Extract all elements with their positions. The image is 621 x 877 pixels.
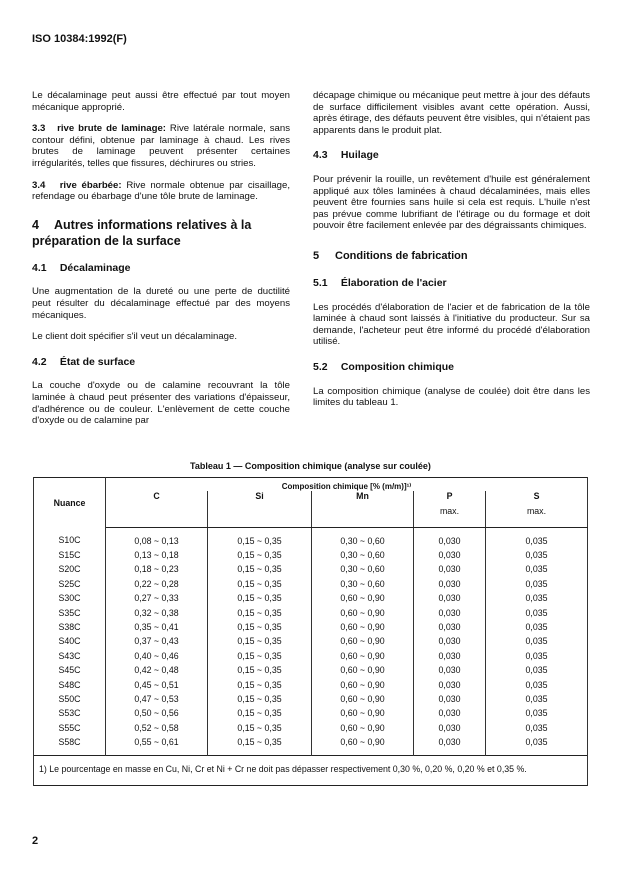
table-cell: 0,60 ~ 0,90 (312, 692, 414, 706)
section-5-heading: 5 Conditions de fabrication (313, 249, 468, 262)
table-cell: 0,15 ~ 0,35 (208, 692, 312, 706)
section-5-2-heading: 5.2 Composition chimique (313, 360, 455, 373)
table-cell: 0,035 (486, 634, 588, 648)
table-cell: 0,035 (486, 721, 588, 735)
left-column (32, 90, 290, 437)
table-row (34, 649, 588, 663)
table-cell: S45C (34, 663, 106, 677)
table-cell: 0,030 (414, 577, 486, 591)
table-cell: S15C (34, 548, 106, 562)
table-cell: 0,60 ~ 0,90 (312, 735, 414, 756)
paragraph: Pour prévenir la rouille, un revêtement d'huile est généralement appliqué aux tôles laminées à chaud décalaminées, mais elles peuvent être fournies sans huile si cela est requis. L'huile n'est pas prévue comme lubrifiant de l'étirage ou du formage et doit pouvoir être facilement enlevée par des dégraissants chimiques. (313, 173, 590, 232)
section-4-2-heading: 4.2 État de surface (32, 355, 136, 368)
table-cell: 0,030 (414, 620, 486, 634)
table-row (34, 677, 588, 691)
table-cell: 0,60 ~ 0,90 (312, 649, 414, 663)
table-cell: 0,15 ~ 0,35 (208, 620, 312, 634)
table-cell: 0,15 ~ 0,35 (208, 721, 312, 735)
table-cell: 0,035 (486, 692, 588, 706)
paragraph: décapage chimique ou mécanique peut mettre à jour des défauts de surface difficilement visibles avant cette opération. Aussi, après étirage, des défauts peuvent être visibles, qui n'étaient pas apparents dans le produit plat. (313, 90, 590, 136)
table-cell: 0,035 (486, 548, 588, 562)
table-row (34, 663, 588, 677)
paragraph: Le décalaminage peut aussi être effectué par tout moyen mécanique approprié. (32, 90, 290, 113)
right-column (313, 90, 590, 419)
table-cell: 0,30 ~ 0,60 (312, 548, 414, 562)
table-cell: 0,035 (486, 605, 588, 619)
table-cell: 0,60 ~ 0,90 (312, 677, 414, 691)
section-4-1-heading: 4.1 Décalaminage (32, 261, 131, 274)
column-header-nuance: Nuance (34, 478, 106, 528)
table-row (34, 562, 588, 576)
table-cell: 0,15 ~ 0,35 (208, 577, 312, 591)
table-cell: S50C (34, 692, 106, 706)
table-cell: S48C (34, 677, 106, 691)
table-row (34, 591, 588, 605)
table-row (34, 721, 588, 735)
definition-3-4: 3.4 rive ébarbée: Rive normale obtenue par cisaillage, refendage ou ébarbage d'une tôle brute de laminage. (32, 179, 291, 203)
table-cell: 0,13 ~ 0,18 (106, 548, 208, 562)
table-footnote: 1) Le pourcentage en masse en Cu, Ni, Cr et Ni + Cr ne doit pas dépasser respectivement 0,30 %, 0,20 %, 0,20 % et 0,35 %. (34, 756, 588, 785)
table-cell: 0,15 ~ 0,35 (208, 649, 312, 663)
paragraph: La composition chimique (analyse de coulée) doit être dans les limites du tableau 1. (313, 385, 590, 409)
table-cell: 0,035 (486, 663, 588, 677)
column-header-si: Si (208, 491, 312, 527)
section-4-heading: 4 Autres informations relatives à la préparation de la surface (32, 217, 252, 248)
table-caption: Tableau 1 — Composition chimique (analyse sur coulée) (190, 461, 431, 471)
table-cell: 0,15 ~ 0,35 (208, 706, 312, 720)
table-cell: 0,52 ~ 0,58 (106, 721, 208, 735)
table-row (34, 692, 588, 706)
table-cell: 0,030 (414, 591, 486, 605)
table-cell: 0,030 (414, 677, 486, 691)
table-row (34, 620, 588, 634)
table-cell: S10C (34, 527, 106, 548)
table-cell: 0,15 ~ 0,35 (208, 527, 312, 548)
table-cell: 0,60 ~ 0,90 (312, 620, 414, 634)
table-cell: S55C (34, 721, 106, 735)
table-cell: 0,15 ~ 0,35 (208, 605, 312, 619)
table-cell: S43C (34, 649, 106, 663)
table-cell: S58C (34, 735, 106, 756)
table-cell: 0,42 ~ 0,48 (106, 663, 208, 677)
table-cell: 0,035 (486, 577, 588, 591)
table-cell: 0,50 ~ 0,56 (106, 706, 208, 720)
table-cell: 0,60 ~ 0,90 (312, 706, 414, 720)
table-row (34, 548, 588, 562)
table-row (34, 706, 588, 720)
table-cell: 0,15 ~ 0,35 (208, 591, 312, 605)
table-cell: 0,030 (414, 649, 486, 663)
paragraph: Le client doit spécifier s'il veut un décalaminage. (32, 331, 238, 343)
table-cell: 0,60 ~ 0,90 (312, 634, 414, 648)
column-header-mn: Mn (312, 491, 414, 527)
table-row (34, 577, 588, 591)
table-cell: S53C (34, 706, 106, 720)
table-cell: 0,030 (414, 721, 486, 735)
table-row (34, 527, 588, 548)
table-cell: 0,035 (486, 591, 588, 605)
paragraph: La couche d'oxyde ou de calamine recouvrant la tôle laminée à chaud peut présenter des variations d'épaisseur, d'adhérence ou de couleur. L'enlèvement de cette couche d'oxyde ou de calamine par (32, 380, 290, 427)
table-cell: 0,30 ~ 0,60 (312, 577, 414, 591)
table-cell: 0,035 (486, 649, 588, 663)
table-cell: 0,030 (414, 605, 486, 619)
table-cell: 0,035 (486, 562, 588, 576)
table-cell: 0,30 ~ 0,60 (312, 527, 414, 548)
table-cell: 0,15 ~ 0,35 (208, 634, 312, 648)
paragraph: Une augmentation de la dureté ou une perte de ductilité peut résulter du décalaminage effectué par des moyens mécaniques. (32, 286, 290, 321)
table-row (34, 735, 588, 756)
table-cell: 0,22 ~ 0,28 (106, 577, 208, 591)
table-cell: 0,030 (414, 706, 486, 720)
table-cell: 0,15 ~ 0,35 (208, 548, 312, 562)
document-id: ISO 10384:1992(F) (32, 33, 127, 45)
table-cell: 0,15 ~ 0,35 (208, 562, 312, 576)
paragraph: Les procédés d'élaboration de l'acier et de fabrication de la tôle laminée à chaud sont laissés à l'initiative du producteur. Sur sa demande, l'acheteur peut être informé du procédé d'élaboration utilisé. (313, 301, 590, 348)
table-row (34, 634, 588, 648)
table-cell: S40C (34, 634, 106, 648)
table-cell: 0,45 ~ 0,51 (106, 677, 208, 691)
table-cell: 0,030 (414, 548, 486, 562)
table-cell: 0,030 (414, 735, 486, 756)
table-cell: 0,030 (414, 663, 486, 677)
table-cell: 0,60 ~ 0,90 (312, 721, 414, 735)
table-row (34, 605, 588, 619)
table-cell: 0,030 (414, 562, 486, 576)
table-cell: 0,18 ~ 0,23 (106, 562, 208, 576)
table-cell: 0,035 (486, 735, 588, 756)
table-cell: S20C (34, 562, 106, 576)
table-cell: 0,47 ~ 0,53 (106, 692, 208, 706)
table-cell: S30C (34, 591, 106, 605)
table-cell: 0,15 ~ 0,35 (208, 735, 312, 756)
table-cell: 0,035 (486, 706, 588, 720)
table-cell: 0,32 ~ 0,38 (106, 605, 208, 619)
table-cell: S35C (34, 605, 106, 619)
table-cell: S25C (34, 577, 106, 591)
table-cell: 0,035 (486, 527, 588, 548)
table-cell: 0,27 ~ 0,33 (106, 591, 208, 605)
table-cell: 0,35 ~ 0,41 (106, 620, 208, 634)
table-cell: 0,37 ~ 0,43 (106, 634, 208, 648)
table-cell: 0,030 (414, 527, 486, 548)
table-cell: 0,030 (414, 692, 486, 706)
column-header-c: C (106, 491, 208, 527)
table-cell: 0,60 ~ 0,90 (312, 591, 414, 605)
table-cell: S38C (34, 620, 106, 634)
column-header-s: S max. (486, 491, 588, 527)
table-cell: 0,55 ~ 0,61 (106, 735, 208, 756)
composition-table (33, 477, 588, 786)
section-5-1-heading: 5.1 Élaboration de l'acier (313, 276, 447, 289)
column-header-p: P max. (414, 491, 486, 527)
table-cell: 0,15 ~ 0,35 (208, 663, 312, 677)
table-cell: 0,60 ~ 0,90 (312, 605, 414, 619)
table-cell: 0,08 ~ 0,13 (106, 527, 208, 548)
table-cell: 0,40 ~ 0,46 (106, 649, 208, 663)
definition-3-3: 3.3 rive brute de laminage: Rive latérale normale, sans contour défini, obtenue par laminage à chaud. Les rives brutes de laminage peuvent présenter certaines irrégularités, telles que fissures, déchirures ou stries. (32, 123, 290, 169)
table-cell: 0,60 ~ 0,90 (312, 663, 414, 677)
table-cell: 0,30 ~ 0,60 (312, 562, 414, 576)
section-4-3-heading: 4.3 Huilage (313, 149, 379, 162)
table-cell: 0,035 (486, 620, 588, 634)
group-header: Composition chimique [% (m/m)]¹⁾ (106, 478, 588, 492)
table-cell: 0,030 (414, 634, 486, 648)
table-cell: 0,15 ~ 0,35 (208, 677, 312, 691)
page-number: 2 (32, 835, 39, 847)
table-cell: 0,035 (486, 677, 588, 691)
